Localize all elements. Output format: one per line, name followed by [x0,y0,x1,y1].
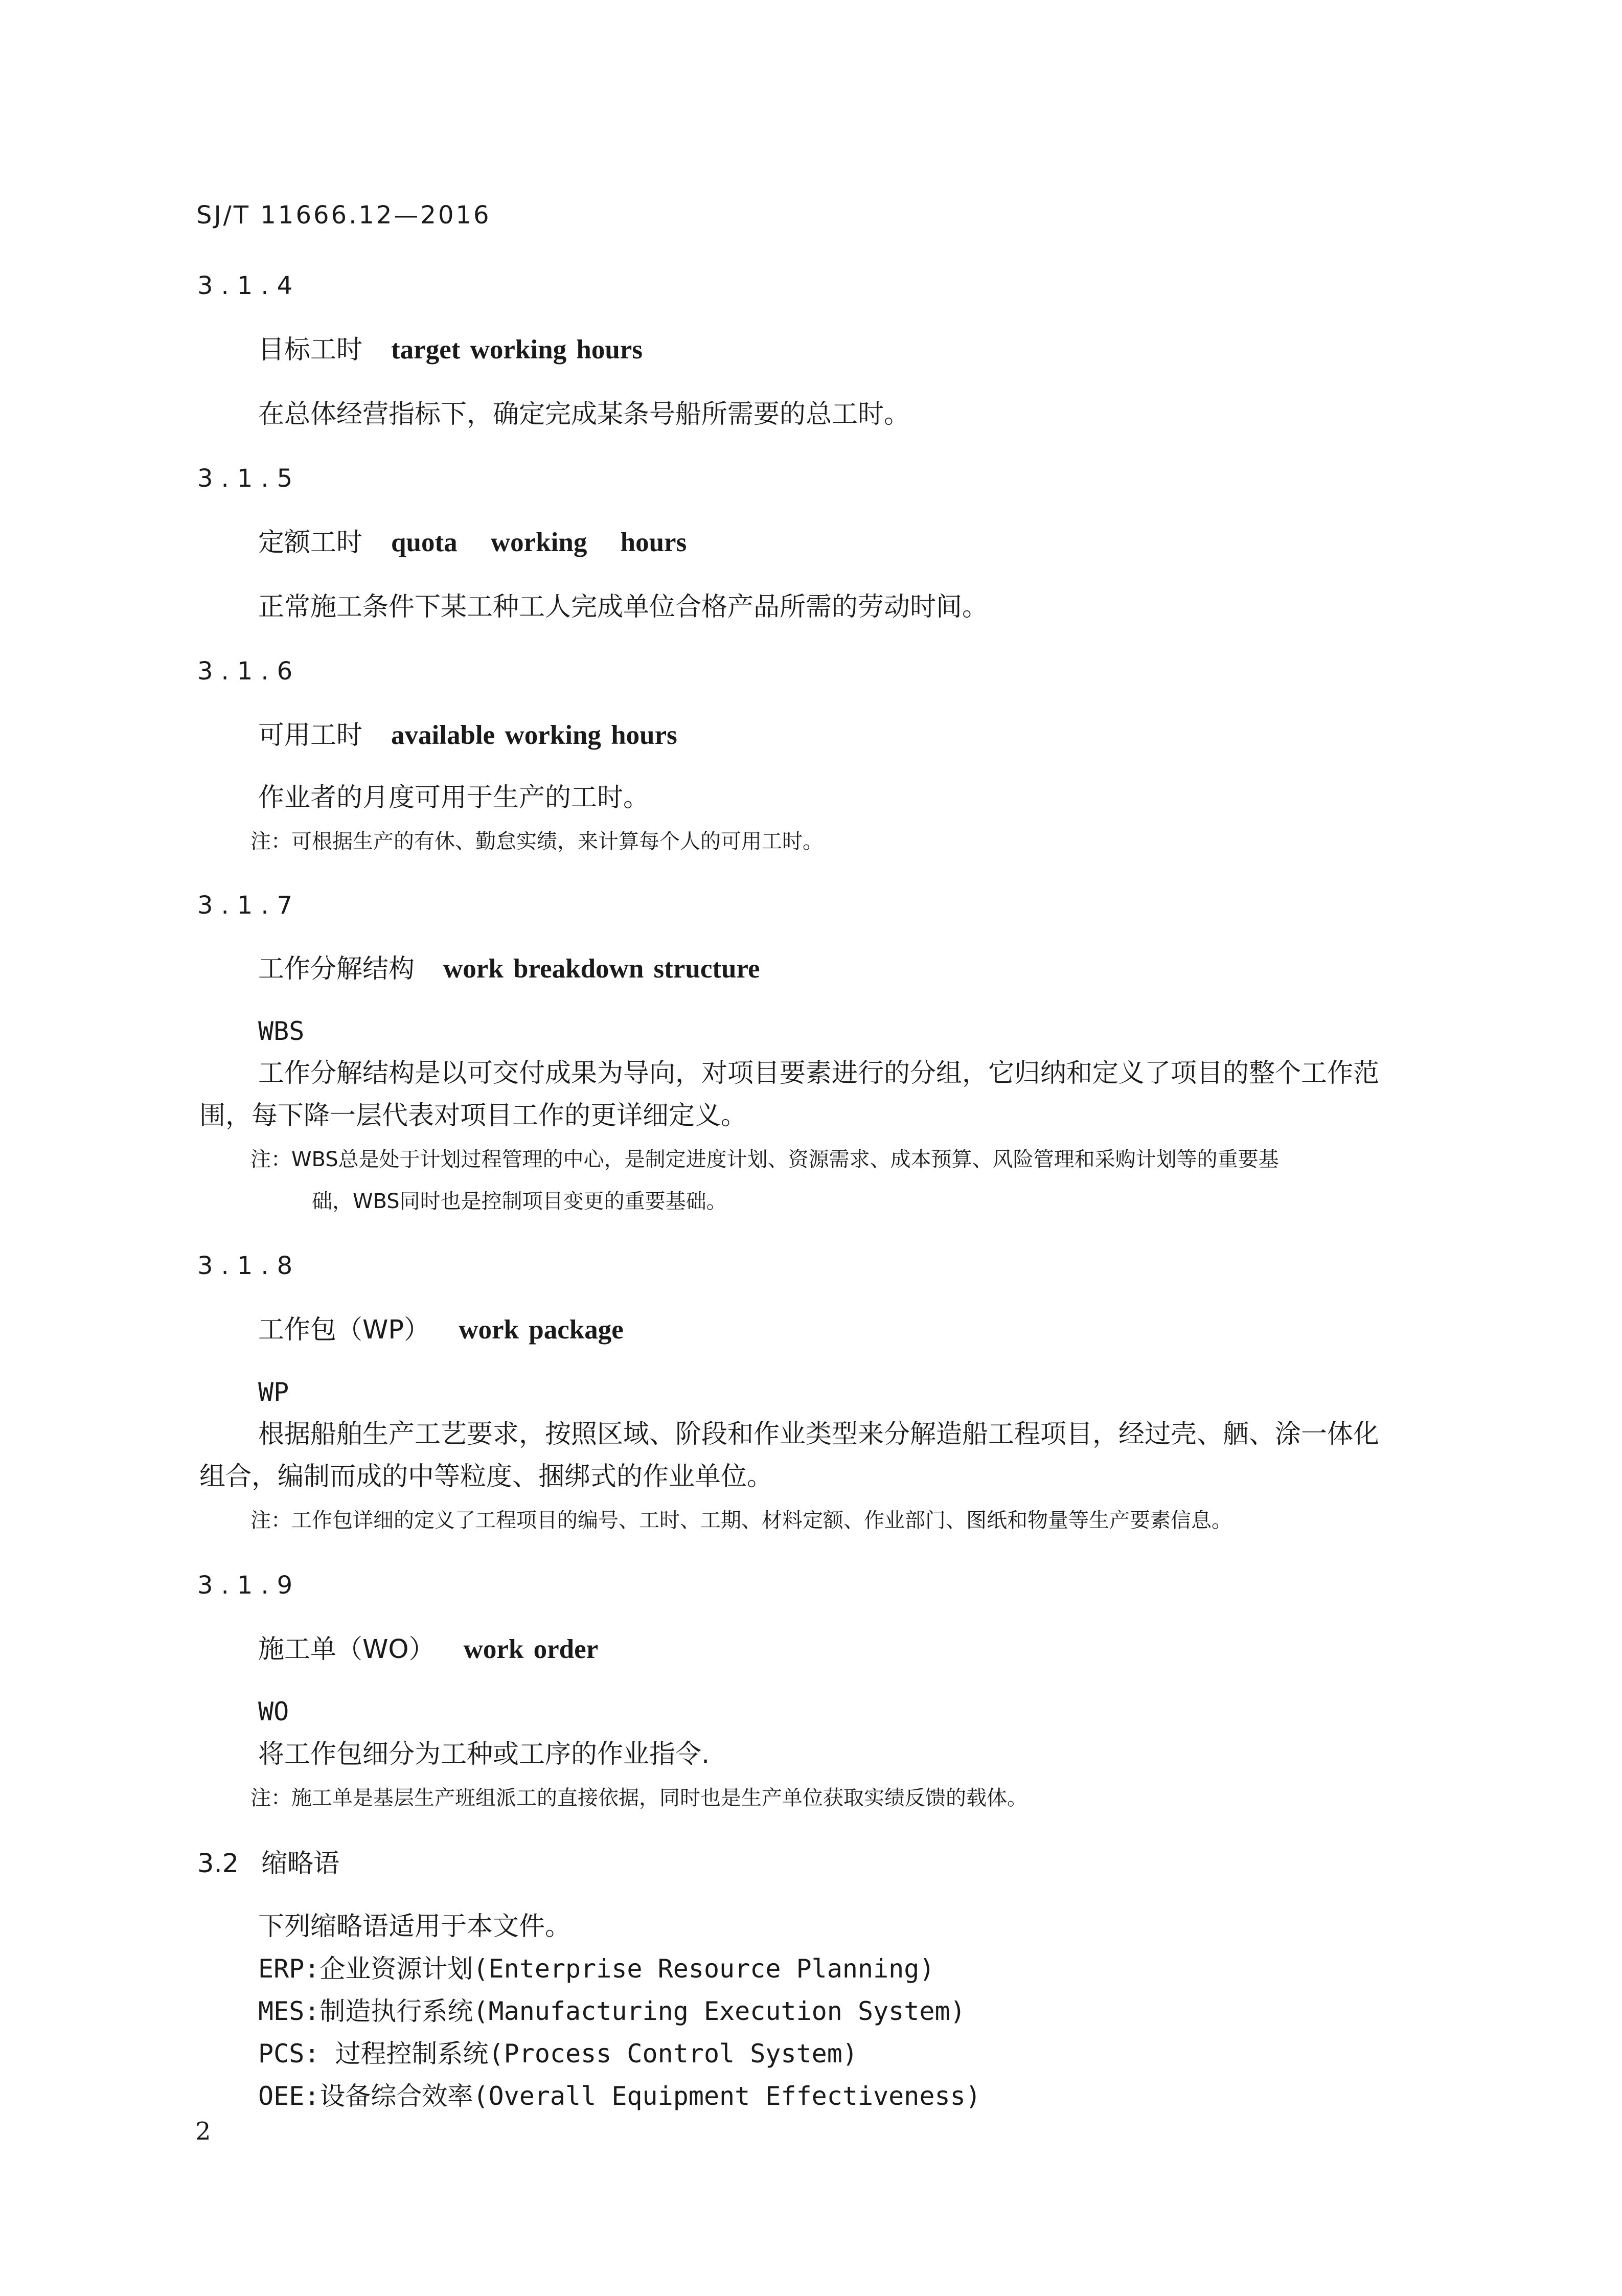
abbreviation-item: OEE:设备综合效率(Overall Equipment Effectiveness) [258,2081,981,2111]
term-heading [258,956,760,983]
term-definition: 工作分解结构是以可交付成果为导向，对项目要素进行的分组，它归纳和定义了项目的整个工作范 [258,1058,1380,1088]
term-definition: 正常施工条件下某工种工人完成单位合格产品所需的劳动时间。 [258,592,989,622]
term-number: 3.1.9 [197,1571,301,1600]
term-zh: 目标工时 [258,335,363,365]
term-definition: 作业者的月度可用于生产的工时。 [258,783,650,813]
page-number: 2 [195,2117,211,2146]
term-zh: 可用工时 [258,720,363,751]
abbreviation-item: MES:制造执行系统(Manufacturing Execution System) [258,1996,966,2026]
term-note: 注：施工单是基层生产班组派工的直接依据，同时也是生产单位获取实绩反馈的载体。 [250,1786,1027,1810]
term-heading [258,336,643,363]
section-number: 3.2 [197,1849,239,1879]
term-en: work order [463,1634,599,1664]
term-number: 3.1.5 [197,464,301,493]
term-en: quota working hours [391,528,687,557]
term-zh: 工作包（WP） [258,1315,430,1345]
term-number: 3.1.7 [197,891,301,920]
term-abbreviation: WO [258,1697,289,1726]
term-note: 注：工作包详细的定义了工程项目的编号、工时、工期、材料定额、作业部门、图纸和物量等生产要素信息。 [250,1509,1232,1532]
term-number: 3.1.4 [197,271,301,300]
term-number: 3.1.8 [197,1252,301,1280]
term-abbreviation: WP [258,1377,289,1407]
standard-id: SJ/T 11666.12—2016 [196,201,491,230]
term-en: available working hours [391,720,677,750]
abbreviation-item: ERP:企业资源计划(Enterprise Resource Planning) [258,1954,935,1984]
term-en: work package [459,1315,624,1345]
term-zh: 定额工时 [258,528,363,558]
term-definition: 将工作包细分为工种或工序的作业指令. [258,1739,710,1769]
term-definition: 组合，编制而成的中等粒度、捆绑式的作业单位。 [199,1462,773,1492]
term-note: 注：可根据生产的有休、勤怠实绩，来计算每个人的可用工时。 [250,830,823,853]
term-en: work breakdown structure [443,954,760,984]
section-heading [197,1851,339,1877]
term-zh: 施工单（WO） [258,1634,435,1665]
term-heading [258,1316,624,1344]
term-en: target working hours [391,335,643,365]
term-note: 注：WBS总是处于计划过程管理的中心，是制定进度计划、资源需求、成本预算、风险管理和采购计划等的重要基 [250,1148,1279,1171]
section-title: 缩略语 [261,1849,340,1879]
term-definition: 围，每下降一层代表对项目工作的更详细定义。 [199,1101,747,1131]
term-number: 3.1.6 [197,657,301,686]
term-definition: 在总体经营指标下，确定完成某条号船所需要的总工时。 [258,399,910,429]
term-heading [258,722,677,749]
abbreviation-item: PCS: 过程控制系统(Process Control System) [258,2039,858,2068]
term-heading [258,529,687,556]
term-abbreviation: WBS [258,1016,305,1046]
term-heading [258,1636,598,1663]
term-note: 础，WBS同时也是控制项目变更的重要基础。 [312,1190,727,1213]
term-definition: 根据船舶生产工艺要求，按照区域、阶段和作业类型来分解造船工程项目，经过壳、舾、涂一体化 [258,1419,1380,1449]
section-intro: 下列缩略语适用于本文件。 [258,1912,572,1942]
term-zh: 工作分解结构 [258,954,415,984]
